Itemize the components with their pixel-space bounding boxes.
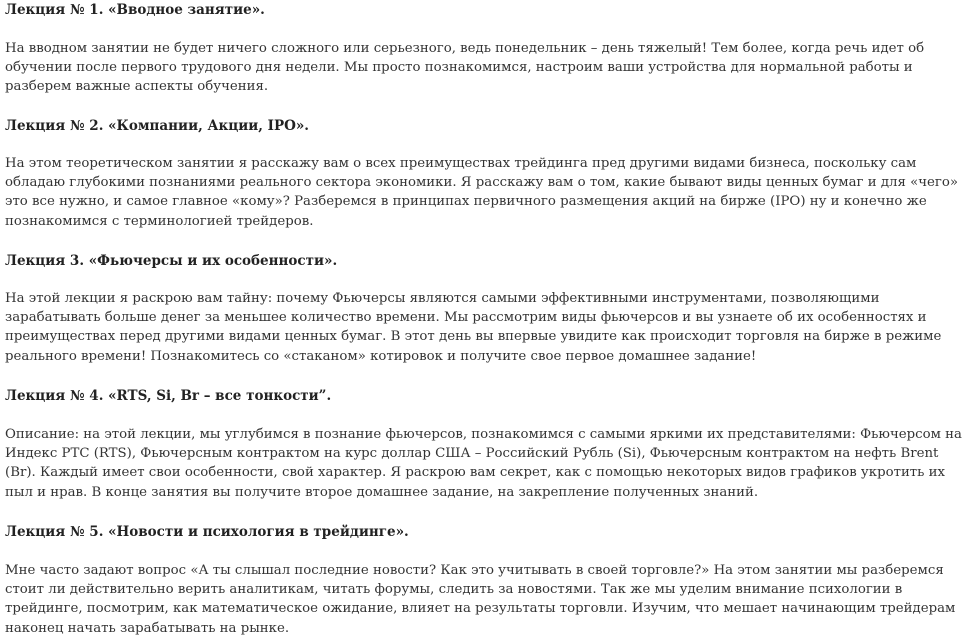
lecture-description: Мне часто задают вопрос «А ты слышал последние новости? Как это учитывать в своей торговле?» На этом занятии мы разберемся стоит ли действительно верить аналитикам, читать форумы, следить за новостями. Так же мы уделим внимание психологии в трейдинге, посмотрим, как математическое ожидание, влияет на результаты торговли. Изучим, что мешает начинающим трейдерам наконец начать зарабатывать на рынке. — [5, 563, 956, 636]
lecture-title: Лекция № 2. «Компании, Акции, IPO». — [5, 118, 309, 134]
lecture-2 — [5, 116, 963, 231]
lecture-5 — [5, 522, 963, 638]
lecture-description: Описание: на этой лекции, мы углубимся в познание фьючерсов, познакомимся с самыми яркими их представителями: Фьючерсом на Индекс РТС (RTS), Фьючерсным контрактом на курс доллар США – Российский Рубль (Si), Фьючерсным контрактом на нефть Brent (Br). Каждый имеет свои особенности, свой характер. Я раскрою вам секрет, как с помощью некоторых видов графиков укротить их пыл и нрав. В конце занятия вы получите второе домашнее задание, на закрепление полученных знаний. — [5, 427, 962, 500]
lecture-title: Лекция 3. «Фьючерсы и их особенности». — [5, 253, 338, 269]
lecture-4 — [5, 386, 963, 502]
lecture-description: На вводном занятии не будет ничего сложного или серьезного, ведь понедельник – день тяжелый! Тем более, когда речь идет об обучении после первого трудового дня недели. Мы просто познакомимся, настроим ваши устройства для нормальной работы и разберем важные аспекты обучения. — [5, 41, 925, 95]
lecture-description: На этом теоретическом занятии я расскажу вам о всех преимуществах трейдинга пред другими видами бизнеса, поскольку сам обладаю глубокими познаниями реального сектора экономики. Я расскажу вам о том, какие бывают виды ценных бумаг и для «чего» это все нужно, и самое главное «кому»? Разберемся в принципах первичного размещения акций на бирже (IPO) ну и конечно же познакомимся с терминологией трейдеров. — [5, 156, 958, 229]
lecture-title: Лекция № 1. «Вводное занятие». — [5, 2, 265, 18]
lecture-1 — [5, 0, 963, 97]
lecture-title: Лекция № 5. «Новости и психология в трейдинге». — [5, 524, 409, 540]
lecture-3 — [5, 251, 963, 366]
lecture-description: На этой лекции я раскрою вам тайну: почему Фьючерсы являются самыми эффективными инструментами, позволяющими зарабатывать больше денег за меньшее количество времени. Мы рассмотрим виды фьючерсов и вы узнаете об их особенностях и преимуществах перед другими видами ценных бумаг. В этот день вы впервые увидите как происходит торговля на бирже в режиме реального времени! Познакомитесь со «стаканом» котировок и получите свое первое домашнее задание! — [5, 291, 942, 364]
lecture-title: Лекция № 4. «RTS, Si, Br – все тонкости”. — [5, 388, 332, 404]
